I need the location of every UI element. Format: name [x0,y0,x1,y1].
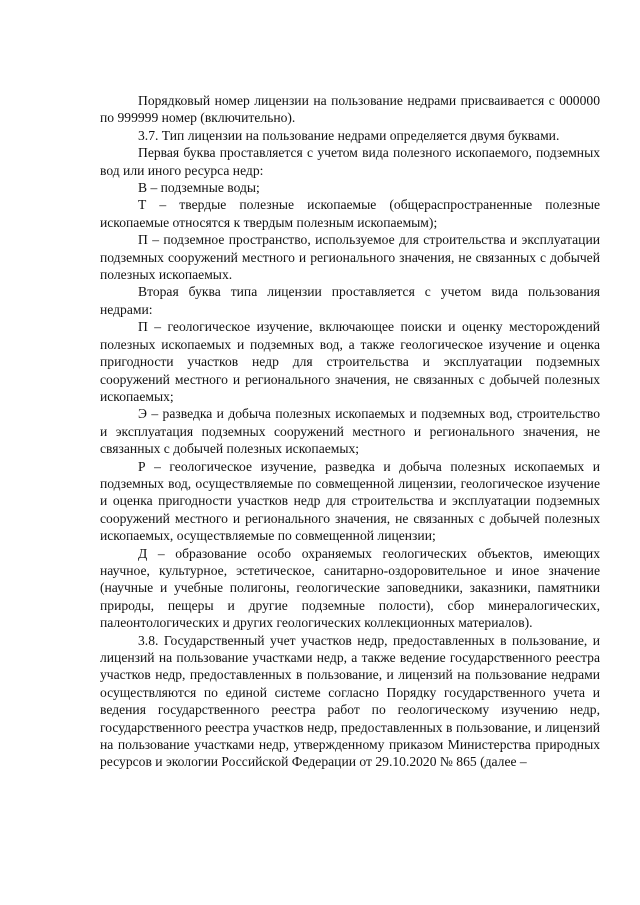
paragraph-second-letter: Вторая буква типа лицензии проставляется с учетом вида пользования недрами: [100,284,600,317]
list-item-e: Э – разведка и добыча полезных ископаемых и подземных вод, строительство и эксплуатация подземных сооружений местного и регионального значения, не связанных с добычей полезных ископаемых; [100,406,600,457]
list-item-p-space: П – подземное пространство, используемое для строительства и эксплуатации подземных сооружений местного и регионального значения, не связанных с добычей полезных ископаемых. [100,232,600,283]
list-item-d: Д – образование особо охраняемых геологических объектов, имеющих научное, культурное, эстетическое, санитарно-оздоровительное и иное значение (научные и учебные полигоны, геологические заповедники, заказники, памятники природы, пещеры и другие подземные полости), сбор минералогических, палеонтологических и других геологических коллекционных материалов). [100,545,600,631]
list-item-r: Р – геологическое изучение, разведка и добыча полезных ископаемых и подземных вод, осуществляемые по совмещенной лицензии, геологическое изучение и оценка пригодности участков недр для строительства и эксплуатации подземных сооружений местного и регионального значения, не связанных с добычей полезных ископаемых, осуществляемые по совмещенной лицензии; [100,458,600,544]
list-item-t: Т – твердые полезные ископаемые (общераспространенные полезные ископаемые относятся к твердым полезным ископаемым); [100,197,600,230]
paragraph-3-7: 3.7. Тип лицензии на пользование недрами определяется двумя буквами. [138,127,560,143]
document-page [100,92,600,771]
paragraph-license-number: Порядковый номер лицензии на пользование недрами присваивается с 000000 по 999999 номер (включительно). [100,93,600,126]
paragraph-first-letter: Первая буква проставляется с учетом вида полезного ископаемого, подземных вод или иного ресурса недр: [100,145,600,178]
list-item-v: В – подземные воды; [138,180,260,196]
paragraph-3-8: 3.8. Государственный учет участков недр, предоставленных в пользование, и лицензий на пользование участками недр, а также ведение государственного реестра участков недр, предоставленных в пользование, и лицензий на пользование недрами осуществляются по единой системе согласно Порядку государственного учета и ведения государственного реестра работ по геологическому изучению недр, государственного реестра участков недр, предоставленных в пользование, и лицензий на пользование участками недр, утвержденному приказом Министерства природных ресурсов и экологии Российской Федерации от 29.10.2020 № 865 (далее – [100,632,600,770]
list-item-p-study: П – геологическое изучение, включающее поиски и оценку месторождений полезных ископаемых и подземных вод, а также геологическое изучение и оценка пригодности участков недр для строительства и эксплуатации подземных сооружений местного и регионального значения, не связанных с добычей полезных ископаемых; [100,319,600,404]
